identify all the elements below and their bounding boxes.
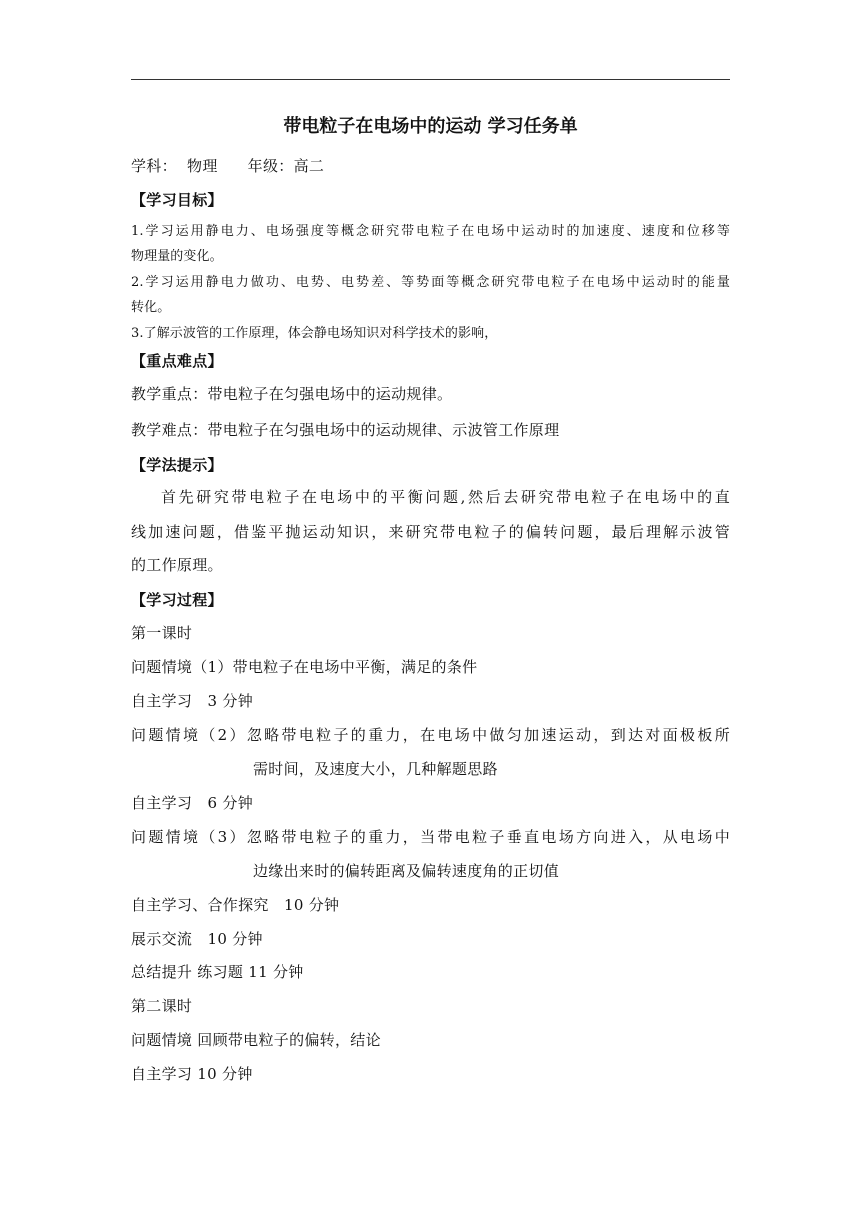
method-line-3: 的工作原理。 bbox=[131, 556, 223, 574]
method-heading: 【学法提示】 bbox=[131, 456, 223, 474]
teaching-focus: 教学重点：带电粒子在匀强电场中的运动规律。 bbox=[131, 385, 453, 403]
method-line-2: 线加速问题，借鉴平抛运动知识，来研究带电粒子的偏转问题，最后理解示波管 bbox=[131, 523, 730, 541]
self-study-2: 自主学习 6 分钟 bbox=[131, 794, 254, 812]
presentation-exchange: 展示交流 10 分钟 bbox=[131, 930, 263, 948]
objective-1-line-2: 物理量的变化。 bbox=[131, 249, 223, 264]
subject-value: 物理 bbox=[187, 157, 218, 175]
problem-scenario-2-line-1: 问题情境（2）忽略带电粒子的重力，在电场中做匀加速运动，到达对面极板所 bbox=[131, 726, 730, 744]
problem-scenario-3-line-1: 问题情境（3）忽略带电粒子的重力，当带电粒子垂直电场方向进入，从电场中 bbox=[131, 828, 730, 846]
key-points-heading: 【重点难点】 bbox=[131, 352, 223, 370]
objective-1-line-1: 1.学习运用静电力、电场强度等概念研究带电粒子在电场中运动时的加速度、速度和位移等 bbox=[131, 224, 730, 239]
problem-scenario-3-line-2: 边缘出来时的偏转距离及偏转速度角的正切值 bbox=[253, 862, 560, 880]
objective-2-line-1: 2.学习运用静电力做功、电势、电势差、等势面等概念研究带电粒子在电场中运动时的能量 bbox=[131, 275, 730, 290]
problem-scenario-4: 问题情境 回顾带电粒子的偏转，结论 bbox=[131, 1031, 381, 1049]
objective-2-line-2: 转化。 bbox=[131, 300, 171, 315]
teaching-difficulty: 教学难点：带电粒子在匀强电场中的运动规律、示波管工作原理 bbox=[131, 421, 560, 439]
grade-value: 高二 bbox=[293, 157, 325, 175]
objectives-heading: 【学习目标】 bbox=[131, 191, 223, 209]
self-study-3: 自主学习 10 分钟 bbox=[131, 1065, 253, 1083]
lesson-1-label: 第一课时 bbox=[131, 624, 193, 642]
problem-scenario-1: 问题情境（1）带电粒子在电场中平衡，满足的条件 bbox=[131, 658, 478, 676]
page-title: 带电粒子在电场中的运动 学习任务单 bbox=[283, 116, 578, 137]
grade-label: 年级： bbox=[247, 157, 294, 175]
lesson-2-label: 第二课时 bbox=[131, 997, 193, 1015]
objective-3: 3.了解示波管的工作原理，体会静电场知识对科学技术的影响， bbox=[131, 326, 498, 341]
self-study-cooperative: 自主学习、合作探究 10 分钟 bbox=[131, 896, 340, 914]
summary-practice: 总结提升 练习题 11 分钟 bbox=[131, 963, 304, 981]
problem-scenario-2-line-2: 需时间，及速度大小，几种解题思路 bbox=[253, 760, 498, 778]
header-rule bbox=[131, 79, 730, 80]
method-line-1: 首先研究带电粒子在电场中的平衡问题,然后去研究带电粒子在电场中的直 bbox=[161, 488, 730, 506]
meta-line bbox=[131, 155, 324, 177]
self-study-1: 自主学习 3 分钟 bbox=[131, 692, 254, 710]
subject-label: 学科： bbox=[131, 157, 177, 175]
process-heading: 【学习过程】 bbox=[131, 591, 223, 609]
